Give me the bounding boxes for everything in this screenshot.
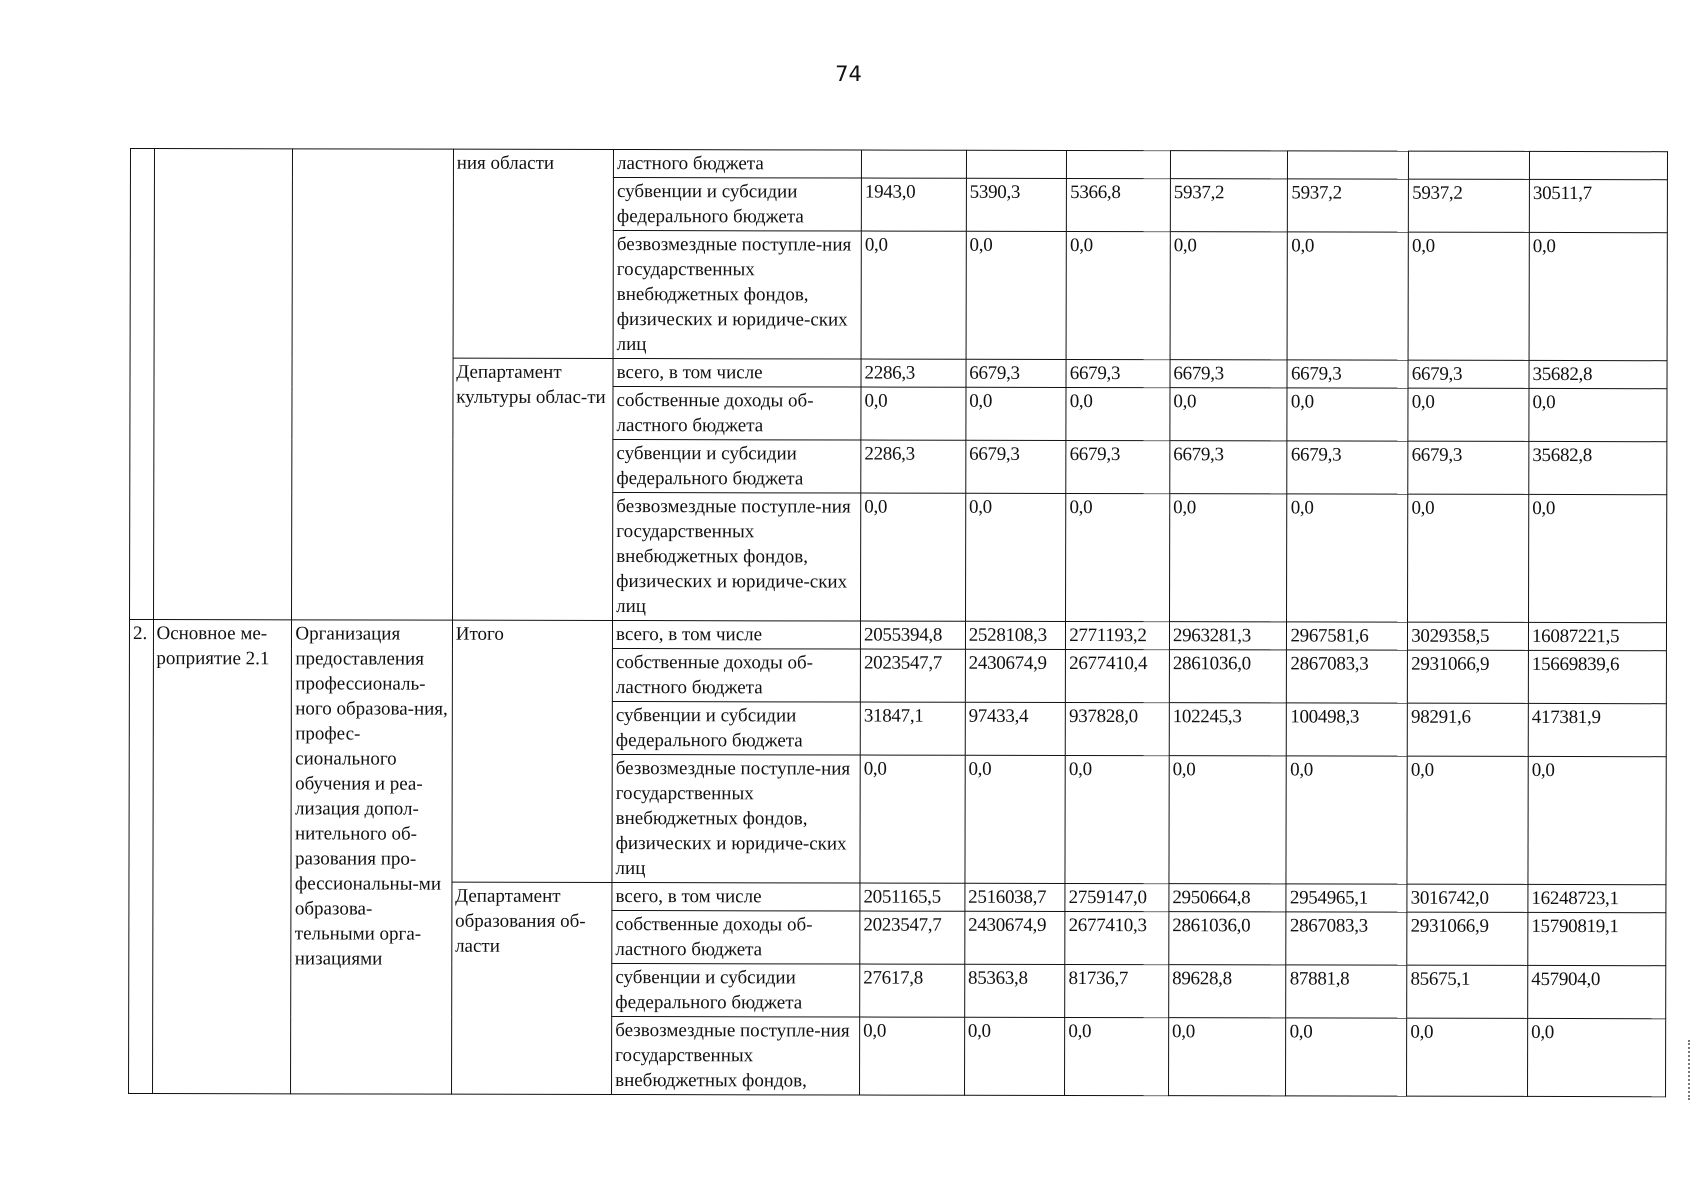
value-cell: 2430674,9: [965, 649, 1066, 702]
value-cell: 2771193,2: [1066, 621, 1170, 649]
value-cell: 2963281,3: [1169, 622, 1287, 650]
value-cell: 81736,7: [1065, 964, 1169, 1017]
value-cell: 0,0: [965, 493, 1066, 621]
category-cell: безвозмездные поступле-ния государственных внебюджетных фондов, физических и юридиче-ских лиц: [613, 231, 861, 360]
category-cell: субвенции и субсидии федерального бюджета: [612, 702, 860, 756]
value-cell: 0,0: [861, 231, 966, 359]
value-cell: 0,0: [1066, 493, 1170, 621]
number-cell: 2.: [129, 620, 153, 1094]
category-cell: ластного бюджета: [614, 150, 862, 179]
value-cell: 6679,3: [1170, 360, 1288, 388]
value-cell: 0,0: [1170, 232, 1288, 360]
value-cell: 6679,3: [1408, 360, 1529, 388]
value-cell: 457904,0: [1528, 965, 1666, 1018]
value-cell: 0,0: [1169, 756, 1287, 884]
value-cell: 0,0: [1287, 494, 1408, 622]
value-cell: 2023547,7: [860, 649, 965, 702]
value-cell: [1288, 151, 1409, 179]
value-cell: 2430674,9: [965, 911, 1066, 964]
value-cell: 0,0: [1170, 388, 1288, 441]
value-cell: 0,0: [1168, 1018, 1286, 1096]
table-body: [129, 149, 1668, 1097]
value-cell: 6679,3: [1170, 441, 1288, 494]
value-cell: 0,0: [1408, 388, 1529, 441]
value-cell: 2950664,8: [1169, 884, 1287, 912]
value-cell: 35682,8: [1529, 360, 1667, 388]
value-cell: 0,0: [1408, 232, 1529, 360]
value-cell: 0,0: [1286, 1018, 1407, 1096]
value-cell: 0,0: [1286, 756, 1407, 884]
value-cell: 417381,9: [1528, 703, 1666, 756]
value-cell: 2931066,9: [1408, 650, 1529, 703]
value-cell: 2931066,9: [1407, 912, 1528, 965]
value-cell: 0,0: [1529, 388, 1667, 441]
value-cell: 15669839,6: [1528, 650, 1666, 703]
value-cell: 2967581,6: [1287, 622, 1408, 650]
category-cell: собственные доходы об-ластного бюджета: [612, 911, 860, 965]
value-cell: [861, 150, 966, 178]
value-cell: 0,0: [1287, 388, 1408, 441]
activity-cell: [153, 149, 293, 620]
value-cell: [1529, 151, 1667, 179]
value-cell: 0,0: [861, 387, 966, 440]
value-cell: [1067, 150, 1171, 178]
value-cell: 98291,6: [1407, 703, 1528, 756]
value-cell: 0,0: [860, 1017, 965, 1095]
value-cell: 27617,8: [860, 964, 965, 1017]
category-cell: субвенции и субсидии федерального бюджета: [612, 964, 860, 1018]
value-cell: 85363,8: [964, 964, 1065, 1017]
table-row: [129, 620, 1666, 651]
value-cell: 2677410,3: [1065, 911, 1169, 964]
value-cell: 102245,3: [1169, 703, 1287, 756]
scan-edge-mark: [1688, 1040, 1692, 1100]
category-cell: субвенции и субсидии федерального бюджета: [613, 440, 861, 494]
value-cell: 0,0: [966, 387, 1067, 440]
value-cell: 2055394,8: [860, 621, 965, 649]
value-cell: 2677410,4: [1066, 649, 1170, 702]
category-cell: безвозмездные поступле-ния государственных внебюджетных фондов, физических и юридиче-ских лиц: [613, 493, 861, 622]
value-cell: 31847,1: [860, 702, 965, 755]
value-cell: 35682,8: [1529, 441, 1667, 494]
category-cell: собственные доходы об-ластного бюджета: [613, 387, 861, 441]
value-cell: 937828,0: [1065, 702, 1169, 755]
value-cell: 2516038,7: [965, 883, 1066, 911]
page-number: 74: [835, 62, 862, 86]
category-cell: всего, в том числе: [613, 621, 861, 650]
value-cell: 0,0: [964, 1017, 1065, 1095]
value-cell: 5366,8: [1067, 178, 1171, 231]
value-cell: 0,0: [965, 755, 1066, 883]
category-cell: субвенции и субсидии федерального бюджета: [613, 178, 861, 232]
value-cell: 0,0: [1407, 756, 1528, 884]
value-cell: 0,0: [1169, 494, 1287, 622]
value-cell: 0,0: [861, 493, 966, 621]
budget-table: [128, 148, 1668, 1097]
organization-cell: Департамент культуры облас-ти: [452, 358, 613, 620]
value-cell: 2867083,3: [1287, 650, 1408, 703]
value-cell: 0,0: [1407, 1018, 1528, 1096]
value-cell: 0,0: [1065, 755, 1169, 883]
value-cell: 2861036,0: [1169, 650, 1287, 703]
value-cell: 5390,3: [966, 178, 1067, 231]
value-cell: 30511,7: [1529, 179, 1667, 232]
value-cell: 2867083,3: [1286, 912, 1407, 965]
value-cell: 0,0: [1288, 232, 1409, 360]
category-cell: безвозмездные поступле-ния государственных внебюджетных фондов,: [612, 1017, 860, 1096]
value-cell: 16248723,1: [1528, 884, 1666, 912]
description-cell: [292, 149, 453, 620]
value-cell: 5937,2: [1409, 179, 1530, 232]
value-cell: 97433,4: [965, 702, 1066, 755]
value-cell: 0,0: [1066, 231, 1170, 359]
value-cell: 6679,3: [1066, 440, 1170, 493]
value-cell: 2286,3: [861, 359, 966, 387]
value-cell: 87881,8: [1286, 965, 1407, 1018]
value-cell: 6679,3: [966, 359, 1067, 387]
value-cell: 0,0: [1529, 494, 1667, 622]
value-cell: 0,0: [860, 755, 965, 883]
value-cell: 6679,3: [1066, 359, 1170, 387]
value-cell: 6679,3: [1408, 441, 1529, 494]
category-cell: безвозмездные поступле-ния государственных внебюджетных фондов, физических и юридиче-ских лиц: [612, 755, 860, 884]
value-cell: 0,0: [1065, 1017, 1169, 1095]
value-cell: 15790819,1: [1528, 912, 1666, 965]
value-cell: 2023547,7: [860, 911, 965, 964]
organization-cell: Итого: [452, 620, 613, 882]
activity-cell: Основное ме-роприятие 2.1: [152, 620, 292, 1094]
value-cell: 2954965,1: [1286, 884, 1407, 912]
value-cell: 2051165,5: [860, 883, 965, 911]
value-cell: 0,0: [966, 231, 1067, 359]
value-cell: 2528108,3: [965, 621, 1066, 649]
value-cell: 3016742,0: [1407, 884, 1528, 912]
table-row: [130, 149, 1667, 180]
value-cell: 6679,3: [1287, 441, 1408, 494]
value-cell: [1170, 151, 1288, 179]
value-cell: 2861036,0: [1169, 912, 1287, 965]
value-cell: 16087221,5: [1528, 622, 1666, 650]
value-cell: 0,0: [1529, 232, 1667, 360]
description-cell: Организация предоставления профессиональ-ного образова-ния, профес-сионального обучения и реа-лизация допол-нительного об-разования про-фессиональны-ми образова-тельными орга-низациями: [291, 620, 452, 1094]
value-cell: 5937,2: [1170, 179, 1288, 232]
value-cell: 0,0: [1408, 494, 1529, 622]
organization-cell: ния области: [453, 149, 614, 358]
value-cell: 0,0: [1528, 756, 1666, 884]
value-cell: 100498,3: [1287, 703, 1408, 756]
value-cell: 1943,0: [861, 178, 966, 231]
value-cell: 6679,3: [966, 440, 1067, 493]
value-cell: [1409, 151, 1530, 179]
value-cell: 0,0: [1528, 1018, 1666, 1096]
value-cell: 6679,3: [1287, 360, 1408, 388]
value-cell: 2759147,0: [1065, 883, 1169, 911]
category-cell: всего, в том числе: [612, 883, 860, 912]
value-cell: [966, 150, 1067, 178]
value-cell: 0,0: [1066, 387, 1170, 440]
organization-cell: Департамент образования об-ласти: [451, 882, 612, 1094]
value-cell: 85675,1: [1407, 965, 1528, 1018]
number-cell: [130, 149, 154, 620]
value-cell: 5937,2: [1288, 179, 1409, 232]
category-cell: всего, в том числе: [613, 359, 861, 388]
value-cell: 89628,8: [1169, 965, 1287, 1018]
category-cell: собственные доходы об-ластного бюджета: [612, 649, 860, 703]
value-cell: 2286,3: [861, 440, 966, 493]
value-cell: 3029358,5: [1408, 622, 1529, 650]
